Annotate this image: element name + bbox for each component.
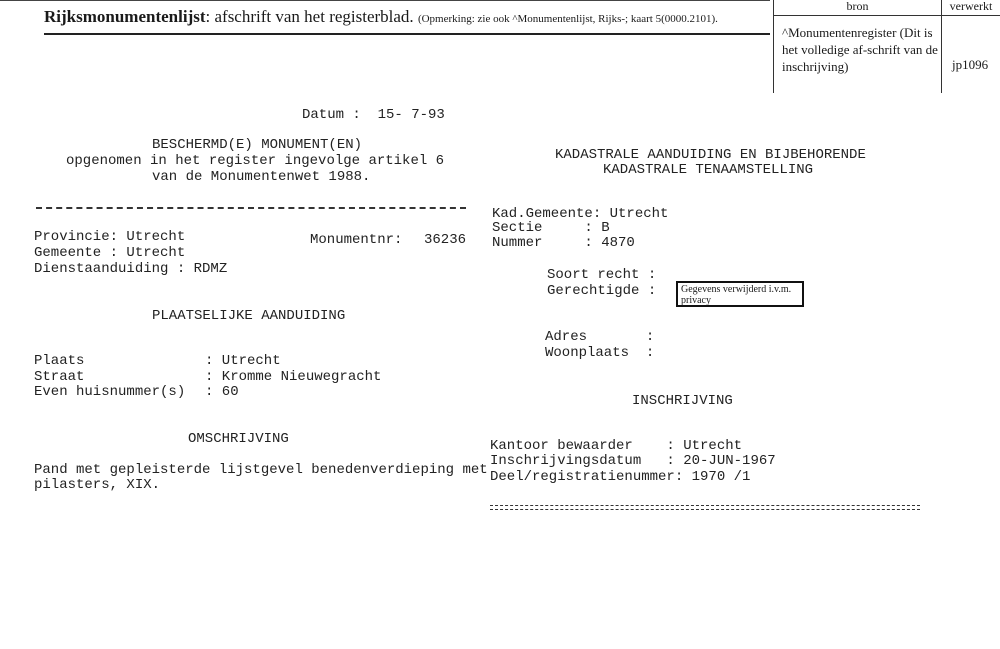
- adres: Adres :: [545, 329, 655, 345]
- monumentnr-value: 36236: [424, 232, 467, 248]
- dienstaanduiding: Dienstaanduiding : RDMZ: [34, 261, 228, 277]
- deel-registratienummer: Deel/registratienummer: 1970 /1: [490, 469, 751, 485]
- heading-line3: van de Monumentenwet 1988.: [152, 169, 371, 185]
- top-rule: [0, 0, 770, 1]
- straat-value: : Kromme Nieuwegracht: [205, 369, 382, 385]
- datum: Datum : 15- 7-93: [302, 107, 445, 123]
- gemeente: Gemeente : Utrecht: [34, 245, 186, 261]
- inschrijvingsdatum: Inschrijvingsdatum : 20-JUN-1967: [490, 453, 776, 469]
- meta-divider-left: [773, 0, 774, 93]
- bron-value: ^Monumentenregister (Dit is het volledige af-schrift van de inschrijving): [782, 25, 938, 74]
- plaatselijke-heading: PLAATSELIJKE AANDUIDING: [152, 308, 346, 324]
- omschrijving-line1: Pand met gepleisterde lijstgevel benedenverdieping met: [34, 462, 488, 478]
- straat-label: Straat: [34, 369, 85, 385]
- kad-gemeente: Kad.Gemeente: Utrecht: [492, 206, 669, 222]
- privacy-redaction-box: Gegevens verwijderd i.v.m. privacy: [676, 281, 804, 307]
- page-title: [44, 8, 718, 25]
- plaats-value: : Utrecht: [205, 353, 281, 369]
- kadastrale-heading2: KADASTRALE TENAAMSTELLING: [603, 162, 814, 178]
- title-rest: : afschrift van het registerblad.: [205, 7, 414, 26]
- woonplaats: Woonplaats :: [545, 345, 655, 361]
- title-bold: Rijksmonumentenlijst: [44, 7, 206, 26]
- nummer: Nummer : 4870: [492, 235, 635, 251]
- provincie: Provincie: Utrecht: [34, 229, 186, 245]
- plaats-label: Plaats: [34, 353, 85, 369]
- meta-header-rule: [773, 15, 1000, 16]
- omschrijving-line2: pilasters, XIX.: [34, 477, 161, 493]
- huisnummer-label: Even huisnummer(s): [34, 384, 186, 400]
- inschrijving-heading: INSCHRIJVING: [632, 393, 733, 409]
- monumentnr-label: Monumentnr:: [310, 232, 403, 248]
- heading-line1: BESCHERMD(E) MONUMENT(EN): [152, 137, 363, 153]
- sectie: Sectie : B: [492, 220, 610, 236]
- kantoor-bewaarder: Kantoor bewaarder : Utrecht: [490, 438, 743, 454]
- header-underline: [44, 33, 770, 35]
- kadastrale-heading1: KADASTRALE AANDUIDING EN BIJBEHORENDE: [555, 147, 866, 163]
- soort-recht: Soort recht :: [547, 267, 657, 283]
- title-note: (Opmerking: zie ook ^Monumentenlijst, Rijks-; kaart 5(0000.2101).: [417, 13, 718, 25]
- heading-line2: opgenomen in het register ingevolge artikel 6: [66, 153, 445, 169]
- verwerkt-value: jp1096: [952, 57, 989, 72]
- huisnummer-value: : 60: [205, 384, 239, 400]
- verwerkt-header: verwerkt: [949, 0, 993, 13]
- gerechtigde: Gerechtigde :: [547, 283, 657, 299]
- right-double-dashed-rule: [490, 505, 920, 510]
- bron-header: bron: [846, 0, 869, 13]
- left-dashed-rule: [36, 207, 466, 209]
- omschrijving-heading: OMSCHRIJVING: [188, 431, 289, 447]
